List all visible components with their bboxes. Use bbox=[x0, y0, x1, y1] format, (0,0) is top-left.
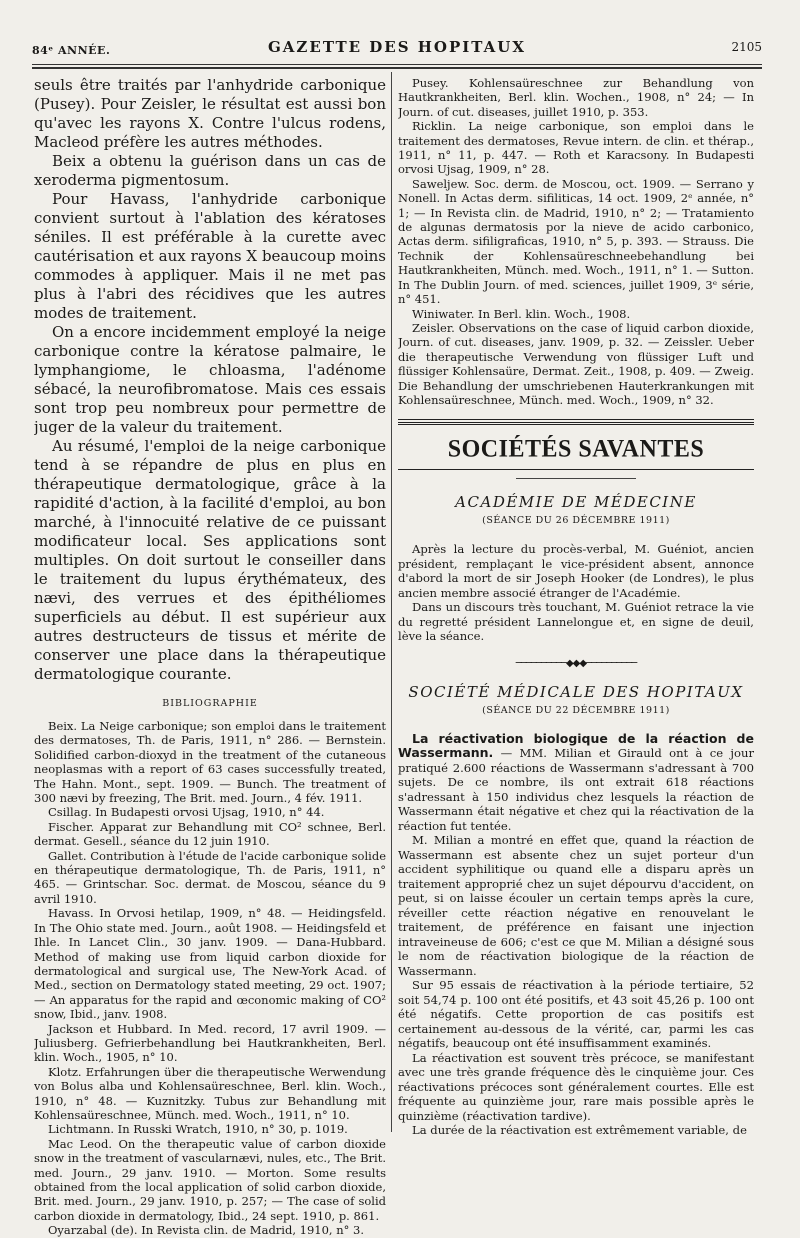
short-rule bbox=[516, 478, 636, 479]
session-date: (SÉANCE DU 26 DÉCEMBRE 1911) bbox=[482, 515, 670, 527]
issue-year: 84ᵉ ANNÉE. bbox=[32, 44, 111, 57]
bibliography-entry: Lichtmann. In Russki Wratch, 1910, n° 30, p. 1019. bbox=[48, 1122, 348, 1137]
bibliography-entry: Havass. In Orvosi hetilap, 1909, n° 48. — Heidingsfeld. In The Ohio state med. Journ., août 1908. — Heidingsfeld et Ihle. In Lancet Clin., 30 janv. 1909. — Dana-Hubbard. Method of making use from liquid carbon dioxide for dermatological and surgical use, The New-York Acad. of Med., section on Dermatology stated meeting, 29 oct. 1907; — An apparatus for the rapid and œconomic making of CO² snow, Ibid., janv. 1908. bbox=[34, 906, 386, 1022]
right-column bbox=[398, 76, 754, 1138]
bibliography-entry: Pusey. Kohlensaüreschnee zur Behandlung von Hautkrankheiten, Berl. klin. Wochen., 1908, n° 24; — In Journ. of cut. diseases, juillet 1910, p. 353. bbox=[398, 76, 754, 119]
bibliography-entry: Csillag. In Budapesti orvosi Ujsag, 1910, n° 44. bbox=[48, 805, 325, 820]
section-rule bbox=[398, 469, 754, 470]
paragraph bbox=[398, 732, 754, 834]
society-report bbox=[398, 732, 754, 1138]
column-separator bbox=[391, 72, 392, 1132]
left-column bbox=[34, 76, 386, 1238]
bibliography-entry: Saweljew. Soc. derm. de Moscou, oct. 1909. — Serrano y Nonell. In Actas derm. sifiliticas, 14 oct. 1909, 2ᵉ année, n° 1; — In Revista clin. de Madrid, 1910, n° 2; — Tratamiento de algunas dermatosis por la nieve de acido carbonico, Actas derm. sifiligraficas, 1910, n° 5, p. 393. — Strauss. Die Technik der Kohlensaüreschneebehandlung bei Hautkrankheiten, Münch. med. Woch., 1911, n° 1. — Sutton. In The Dublin Journ. of med. sciences, juillet 1909, 3ᵉ série, n° 451. bbox=[398, 176, 754, 307]
bibliography-heading: BIBLIOGRAPHIE bbox=[162, 698, 258, 709]
journal-title: GAZETTE DES HOPITAUX bbox=[267, 38, 526, 56]
academy-report bbox=[398, 542, 754, 644]
article-text: — MM. Milian et Girauld ont à ce jour pratiqué 2.600 réactions de Wassermann s'adressant à 700 sujets. De ce nombre, ils ont extrait 618 réactions s'adressant à 150 individus chez lesquels la réaction de Wassermann était négative et chez qui la réactivation de la réaction fut tentée. bbox=[398, 746, 754, 833]
paragraph: La réactivation est souvent très précoce, se manifestant avec une très grande fréquence dès le cinquième jour. Ces réactivations précoces sont généralement courtes. Elle est fréquente au quinzième jour, rare mais possible après le quinzième (réactivation tardive). bbox=[398, 1050, 754, 1123]
article-title: La réactivation biologique de la réaction de Wassermann. bbox=[398, 730, 754, 761]
bibliography-entry: Fischer. Apparat zur Behandlung mit CO² schnee, Berl. dermat. Gesell., séance du 12 juin 1910. bbox=[34, 819, 386, 849]
bibliography-entry: Zeisler. Observations on the case of liquid carbon dioxide, Journ. of cut. diseases, janv. 1909, p. 32. — Zeissler. Ueber die therapeutische Verwendung von flüssiger Luft und flüssiger Kohlensaüre, Dermat. Zeit., 1908, p. 409. — Zweig. Die Behandlung der umschriebenen Hauterkrankungen mit Kohlensaüreschnee, Münch. med. Woch., 1909, n° 32. bbox=[398, 320, 754, 407]
bibliography-continued bbox=[398, 76, 754, 407]
section-rule-double bbox=[398, 422, 754, 426]
article-conclusion bbox=[34, 76, 386, 684]
paragraph: Pour Havass, l'anhydride carbonique convient surtout à l'ablation des kératoses séniles. Il est préférable à la curette avec cautérisation et aux rayons X beaucoup moins commodes à appliquer. Mais il ne met pas plus à l'abri des récidives que les autres modes de traitement. bbox=[34, 190, 386, 322]
paragraph: Au résumé, l'emploi de la neige carbonique tend à se répandre de plus en plus en thérapeutique dermatologique, grâce à la rapidité d'action, à la facilité d'emploi, au bon marché, à l'innocuité relative de ce puissant modificateur local. Ses applications sont multiples. On doit surtout le conseiller dans le traitement du lupus érythémateux, des nævi, des verrues et des épithéliomes superficiels au début. Il est supérieur aux autres destructeurs de tissus et mérite de conserver une place dans la thérapeutique dermatologique courante. bbox=[34, 437, 386, 683]
paragraph: On a encore incidemment employé la neige carbonique contre la kératose palmaire, le lymphangiome, le chloasma, l'adénome sébacé, la neurofibromatose. Mais ces essais sont trop peu nombreux pour permettre de juger de la valeur du traitement. bbox=[34, 323, 386, 436]
paragraph: Beix a obtenu la guérison dans un cas de xeroderma pigmentosum. bbox=[34, 152, 386, 189]
ornament-divider: ──────────◆◆◆────────── bbox=[515, 657, 637, 669]
bibliography-entry: Jackson et Hubbard. In Med. record, 17 avril 1909. — Juliusberg. Gefrierbehandlung bei Hautkrankheiten, Berl. klin. Woch., 1905, n° 10. bbox=[34, 1021, 386, 1065]
header-rule bbox=[32, 64, 762, 65]
page-header bbox=[32, 38, 762, 60]
bibliography-entry: Oyarzabal (de). In Revista clin. de Madrid, 1910, n° 3. bbox=[48, 1223, 365, 1238]
paragraph: seuls être traités par l'anhydride carbonique (Pusey). Pour Zeisler, le résultat est aussi bon qu'avec les rayons X. Contre l'ulcus rodens, Macleod préfère les autres méthodes. bbox=[34, 76, 386, 151]
bibliography-entry: Winiwater. In Berl. klin. Woch., 1908. bbox=[412, 306, 631, 321]
bibliography-entry: Mac Leod. On the therapeutic value of carbon dioxide snow in the treatment of vascularnævi, nules, etc., The Brit. med. Journ., 29 janv. 1910. — Morton. Some results obtained from the local application of solid carbon dioxide, Brit. med. Journ., 29 janv. 1910, p. 257; — The case of solid carbon dioxide in dermatology, Ibid., 24 sept. 1910, p. 861. bbox=[34, 1136, 386, 1223]
bibliography-entry: Beix. La Neige carbonique; son emploi dans le traitement des dermatoses, Th. de Paris, 1911, n° 286. — Bernstein. Solidified carbon-dioxyd in the treatment of the cutaneous neoplasmas with a report of 63 cases successfully treated, The Hahn. Mont., sept. 1909. — Bunch. The treatment of 300 nævi by freezing, The Brit. med. Journ., 4 fév. 1911. bbox=[34, 719, 386, 806]
bibliography-entry: Gallet. Contribution à l'étude de l'acide carbonique solide en thérapeutique dermatologique, Th. de Paris, 1911, n° 465. — Grintschar. Soc. dermat. de Moscou, séance du 9 avril 1910. bbox=[34, 848, 386, 906]
paragraph: M. Milian a montré en effet que, quand la réaction de Wassermann est absente chez un sujet porteur d'un accident syphilitique ou quand elle a disparu après un traitement approprié chez un sujet dépourvu d'accident, on peut, si on laisse écouler un certain temps après la cure, réveiller cette réaction négative en renouvelant le traitement, de préférence en faisant une injection intraveineuse de 606; c'est ce que M. Milian a désigné sous le nom de réactivation biologique de la réaction de Wassermann. bbox=[398, 833, 754, 978]
paragraph: La durée de la réactivation est extrêmement variable, de bbox=[412, 1123, 747, 1138]
bibliography-list bbox=[34, 719, 386, 1238]
page-number: 2105 bbox=[731, 40, 762, 54]
header-rule-thick bbox=[32, 67, 762, 69]
paragraph: Sur 95 essais de réactivation à la période tertiaire, 52 soit 54,74 p. 100 ont été positifs, et 43 soit 45,26 p. 100 ont été négatifs. Cette proportion de cas positifs est certainement au-dessous de la vérité, car, parmi les cas négatifs, beaucoup ont été insuffisamment examinés. bbox=[398, 978, 754, 1051]
society-title: SOCIÉTÉ MÉDICALE DES HOPITAUX bbox=[408, 682, 744, 701]
session-date: (SÉANCE DU 22 DÉCEMBRE 1911) bbox=[482, 704, 670, 716]
society-title: ACADÉMIE DE MÉDECINE bbox=[455, 493, 697, 512]
paragraph: Dans un discours très touchant, M. Guéniot retrace la vie du regretté président Lannelongue et, en signe de deuil, lève la séance. bbox=[398, 600, 754, 644]
bibliography-entry: Ricklin. La neige carbonique, son emploi dans le traitement des dermatoses, Revue intern. de clin. et thérap., 1911, n° 11, p. 447. — Roth et Karacsony. In Budapesti orvosi Ujsag, 1909, n° 28. bbox=[398, 119, 754, 177]
bibliography-entry: Klotz. Erfahrungen über die therapeutische Werwendung von Bolus alba und Kohlensaüreschnee, Berl. klin. Woch., 1910, n° 48. — Kuznitzky. Tubus zur Behandlung mit Kohlensaüreschnee, Münch. med. Woch., 1911, n° 10. bbox=[34, 1064, 386, 1122]
section-heading: SOCIÉTÉS SAVANTES bbox=[447, 435, 705, 463]
paragraph: Après la lecture du procès-verbal, M. Guéniot, ancien président, remplaçant le vice-président absent, annonce d'abord la mort de sir Joseph Hooker (de Londres), le plus ancien membre associé étranger de l'Académie. bbox=[398, 542, 754, 600]
section-rule bbox=[398, 419, 754, 420]
